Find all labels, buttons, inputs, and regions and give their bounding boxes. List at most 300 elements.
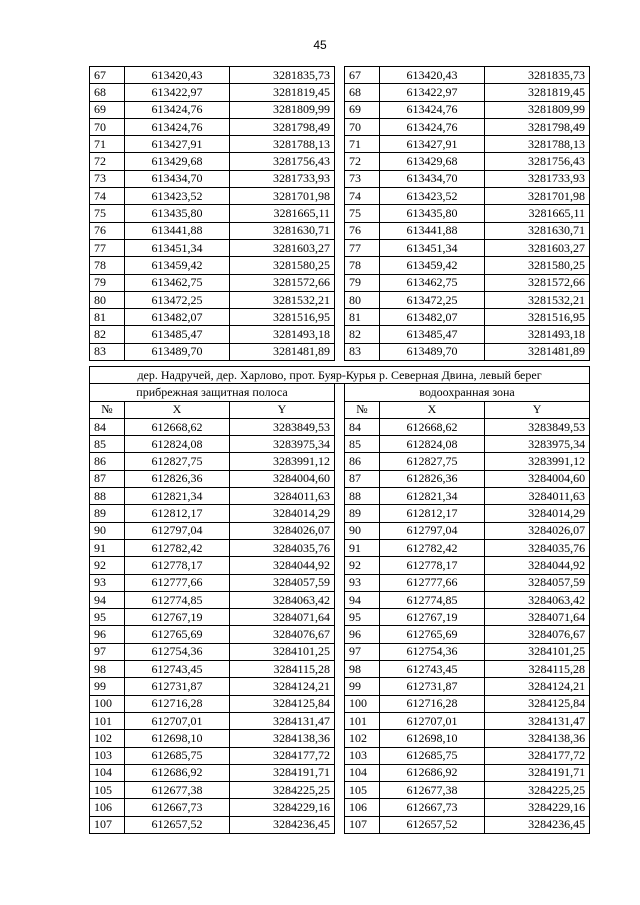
point-number: 69 (345, 101, 380, 118)
point-number: 72 (345, 153, 380, 170)
column-gap (335, 170, 345, 187)
point-number: 91 (90, 539, 125, 556)
point-number: 74 (345, 188, 380, 205)
y-coordinate: 3281532,21 (485, 291, 590, 308)
y-coordinate: 3284004,60 (230, 470, 335, 487)
x-coordinate: 613459,42 (380, 257, 485, 274)
y-coordinate: 3284026,07 (485, 522, 590, 539)
x-coordinate: 612716,28 (125, 695, 230, 712)
x-coordinate: 613427,91 (125, 136, 230, 153)
table-row (90, 170, 590, 187)
column-gap (335, 695, 345, 712)
column-gap (335, 626, 345, 643)
column-gap (335, 118, 345, 135)
table-row (90, 678, 590, 695)
point-number: 86 (345, 453, 380, 470)
x-coordinate: 612782,42 (380, 539, 485, 556)
y-coordinate: 3283975,34 (230, 436, 335, 453)
column-gap (335, 222, 345, 239)
y-coordinate: 3281572,66 (230, 274, 335, 291)
point-number: 106 (345, 799, 380, 816)
y-coordinate: 3284236,45 (230, 816, 335, 833)
column-gap (335, 384, 345, 401)
y-coordinate: 3281809,99 (485, 101, 590, 118)
x-coordinate: 612821,34 (125, 488, 230, 505)
y-coordinate: 3281630,71 (485, 222, 590, 239)
y-coordinate: 3281516,95 (485, 309, 590, 326)
x-coordinate: 612743,45 (125, 661, 230, 678)
point-number: 73 (345, 170, 380, 187)
point-number: 94 (345, 591, 380, 608)
y-coordinate: 3281798,49 (485, 118, 590, 135)
x-coordinate: 612743,45 (380, 661, 485, 678)
x-coordinate: 612707,01 (380, 712, 485, 729)
x-coordinate: 613482,07 (380, 309, 485, 326)
column-gap (335, 678, 345, 695)
x-coordinate: 612685,75 (380, 747, 485, 764)
y-coordinate: 3284125,84 (485, 695, 590, 712)
y-coordinate: 3284035,76 (230, 539, 335, 556)
point-number: 89 (345, 505, 380, 522)
point-number: 83 (345, 343, 380, 360)
y-coordinate: 3284004,60 (485, 470, 590, 487)
point-number: 95 (90, 609, 125, 626)
point-number: 70 (345, 118, 380, 135)
point-number: 77 (90, 239, 125, 256)
y-coordinate: 3284124,21 (485, 678, 590, 695)
point-number: 102 (90, 730, 125, 747)
column-gap (335, 239, 345, 256)
x-coordinate: 613434,70 (380, 170, 485, 187)
table-row (90, 418, 590, 435)
y-coordinate: 3281733,93 (485, 170, 590, 187)
table-row (90, 436, 590, 453)
table-row (90, 101, 590, 118)
coordinates-table-bottom (89, 366, 590, 834)
y-coordinate: 3281665,11 (485, 205, 590, 222)
y-coordinate: 3281665,11 (230, 205, 335, 222)
table-row (90, 188, 590, 205)
x-coordinate: 612777,66 (125, 574, 230, 591)
x-coordinate: 612685,75 (125, 747, 230, 764)
column-gap (335, 488, 345, 505)
point-number: 71 (345, 136, 380, 153)
table-row (90, 557, 590, 574)
point-number: 96 (345, 626, 380, 643)
point-number: 101 (345, 712, 380, 729)
x-coordinate: 613423,52 (380, 188, 485, 205)
table-row (90, 782, 590, 799)
table-row (90, 118, 590, 135)
y-coordinate: 3284177,72 (230, 747, 335, 764)
table-row (90, 291, 590, 308)
table-row (90, 222, 590, 239)
point-number: 82 (345, 326, 380, 343)
table-row (90, 643, 590, 660)
point-number: 81 (90, 309, 125, 326)
x-coordinate: 612824,08 (380, 436, 485, 453)
x-coordinate: 612707,01 (125, 712, 230, 729)
point-number: 98 (345, 661, 380, 678)
point-number: 96 (90, 626, 125, 643)
x-coordinate: 613451,34 (125, 239, 230, 256)
point-number: 100 (345, 695, 380, 712)
column-gap (335, 326, 345, 343)
y-coordinate: 3284124,21 (230, 678, 335, 695)
x-coordinate: 613429,68 (125, 153, 230, 170)
x-coordinate: 612731,87 (380, 678, 485, 695)
header-y: Y (230, 401, 335, 418)
y-coordinate: 3281572,66 (485, 274, 590, 291)
column-gap (335, 470, 345, 487)
x-coordinate: 613441,88 (125, 222, 230, 239)
point-number: 92 (345, 557, 380, 574)
y-coordinate: 3284014,29 (230, 505, 335, 522)
x-coordinate: 612668,62 (125, 418, 230, 435)
point-number: 76 (345, 222, 380, 239)
x-coordinate: 612667,73 (380, 799, 485, 816)
point-number: 79 (90, 274, 125, 291)
column-gap (335, 309, 345, 326)
x-coordinate: 612827,75 (125, 453, 230, 470)
table-row (90, 239, 590, 256)
y-coordinate: 3284063,42 (230, 591, 335, 608)
point-number: 89 (90, 505, 125, 522)
point-number: 80 (345, 291, 380, 308)
x-coordinate: 613451,34 (380, 239, 485, 256)
x-coordinate: 612774,85 (380, 591, 485, 608)
table-row (90, 799, 590, 816)
point-number: 78 (90, 257, 125, 274)
x-coordinate: 613422,97 (380, 84, 485, 101)
column-gap (335, 799, 345, 816)
y-coordinate: 3281701,98 (485, 188, 590, 205)
column-gap (335, 257, 345, 274)
point-number: 75 (345, 205, 380, 222)
y-coordinate: 3284115,28 (485, 661, 590, 678)
x-coordinate: 613462,75 (380, 274, 485, 291)
y-coordinate: 3283849,53 (485, 418, 590, 435)
column-gap (335, 84, 345, 101)
x-coordinate: 612812,17 (125, 505, 230, 522)
x-coordinate: 612668,62 (380, 418, 485, 435)
point-number: 97 (90, 643, 125, 660)
table-row (90, 730, 590, 747)
column-gap (335, 782, 345, 799)
table-row (90, 274, 590, 291)
y-coordinate: 3284138,36 (485, 730, 590, 747)
page-number: 45 (313, 38, 327, 52)
table-row (90, 136, 590, 153)
table-row (90, 661, 590, 678)
table-row (90, 326, 590, 343)
y-coordinate: 3281630,71 (230, 222, 335, 239)
x-coordinate: 613429,68 (380, 153, 485, 170)
point-number: 68 (90, 84, 125, 101)
x-coordinate: 613489,70 (125, 343, 230, 360)
column-gap (335, 67, 345, 84)
point-number: 69 (90, 101, 125, 118)
y-coordinate: 3284057,59 (230, 574, 335, 591)
point-number: 99 (345, 678, 380, 695)
x-coordinate: 613423,52 (125, 188, 230, 205)
right-subtitle: водоохранная зона (345, 384, 590, 401)
table-row (90, 343, 590, 360)
column-gap (335, 153, 345, 170)
y-coordinate: 3281481,89 (485, 343, 590, 360)
x-coordinate: 612698,10 (125, 730, 230, 747)
y-coordinate: 3281481,89 (230, 343, 335, 360)
x-coordinate: 612767,19 (125, 609, 230, 626)
column-gap (335, 101, 345, 118)
y-coordinate: 3281603,27 (485, 239, 590, 256)
table-row (90, 470, 590, 487)
point-number: 103 (345, 747, 380, 764)
table-row (90, 84, 590, 101)
x-coordinate: 612686,92 (125, 764, 230, 781)
column-gap (335, 609, 345, 626)
x-coordinate: 613489,70 (380, 343, 485, 360)
point-number: 104 (90, 764, 125, 781)
x-coordinate: 613422,97 (125, 84, 230, 101)
point-number: 84 (345, 418, 380, 435)
x-coordinate: 612686,92 (380, 764, 485, 781)
x-coordinate: 612716,28 (380, 695, 485, 712)
table-row (90, 153, 590, 170)
point-number: 104 (345, 764, 380, 781)
y-coordinate: 3284101,25 (485, 643, 590, 660)
x-coordinate: 613434,70 (125, 170, 230, 187)
y-coordinate: 3284229,16 (485, 799, 590, 816)
y-coordinate: 3281516,95 (230, 309, 335, 326)
x-coordinate: 612778,17 (125, 557, 230, 574)
column-gap (335, 418, 345, 435)
x-coordinate: 613485,47 (125, 326, 230, 343)
table-row (90, 309, 590, 326)
x-coordinate: 613424,76 (125, 118, 230, 135)
coordinates-table-top (89, 66, 590, 361)
table-row (90, 816, 590, 833)
point-number: 100 (90, 695, 125, 712)
x-coordinate: 612827,75 (380, 453, 485, 470)
y-coordinate: 3281835,73 (230, 67, 335, 84)
y-coordinate: 3284229,16 (230, 799, 335, 816)
section-title-row (90, 367, 590, 384)
x-coordinate: 612657,52 (380, 816, 485, 833)
table-row (90, 626, 590, 643)
y-coordinate: 3284014,29 (485, 505, 590, 522)
x-coordinate: 613424,76 (380, 101, 485, 118)
x-coordinate: 612777,66 (380, 574, 485, 591)
x-coordinate: 613427,91 (380, 136, 485, 153)
point-number: 81 (345, 309, 380, 326)
x-coordinate: 613459,42 (125, 257, 230, 274)
table-row (90, 67, 590, 84)
column-gap (335, 291, 345, 308)
point-number: 78 (345, 257, 380, 274)
header-number: № (90, 401, 125, 418)
y-coordinate: 3281835,73 (485, 67, 590, 84)
column-gap (335, 539, 345, 556)
table-row (90, 747, 590, 764)
x-coordinate: 613462,75 (125, 274, 230, 291)
point-number: 72 (90, 153, 125, 170)
y-coordinate: 3281788,13 (485, 136, 590, 153)
y-coordinate: 3284125,84 (230, 695, 335, 712)
point-number: 101 (90, 712, 125, 729)
table-row (90, 712, 590, 729)
y-coordinate: 3281603,27 (230, 239, 335, 256)
y-coordinate: 3281819,45 (230, 84, 335, 101)
y-coordinate: 3284191,71 (485, 764, 590, 781)
point-number: 107 (90, 816, 125, 833)
table-row (90, 591, 590, 608)
x-coordinate: 612812,17 (380, 505, 485, 522)
y-coordinate: 3281493,18 (485, 326, 590, 343)
x-coordinate: 613424,76 (125, 101, 230, 118)
y-coordinate: 3284011,63 (230, 488, 335, 505)
y-coordinate: 3284071,64 (230, 609, 335, 626)
x-coordinate: 612677,38 (380, 782, 485, 799)
x-coordinate: 613472,25 (125, 291, 230, 308)
column-gap (335, 205, 345, 222)
x-coordinate: 612782,42 (125, 539, 230, 556)
point-number: 79 (345, 274, 380, 291)
point-number: 107 (345, 816, 380, 833)
x-coordinate: 613485,47 (380, 326, 485, 343)
section-title: дер. Надручей, дер. Харлово, прот. Буяр-Курья р. Северная Двина, левый берег (90, 367, 590, 384)
x-coordinate: 613482,07 (125, 309, 230, 326)
x-coordinate: 612797,04 (125, 522, 230, 539)
y-coordinate: 3284131,47 (230, 712, 335, 729)
point-number: 105 (90, 782, 125, 799)
x-coordinate: 613472,25 (380, 291, 485, 308)
table-row (90, 539, 590, 556)
column-gap (335, 712, 345, 729)
point-number: 68 (345, 84, 380, 101)
point-number: 87 (90, 470, 125, 487)
point-number: 99 (90, 678, 125, 695)
point-number: 97 (345, 643, 380, 660)
y-coordinate: 3284026,07 (230, 522, 335, 539)
y-coordinate: 3283849,53 (230, 418, 335, 435)
x-coordinate: 612821,34 (380, 488, 485, 505)
x-coordinate: 612657,52 (125, 816, 230, 833)
point-number: 91 (345, 539, 380, 556)
table-row (90, 609, 590, 626)
column-gap (335, 816, 345, 833)
x-coordinate: 612698,10 (380, 730, 485, 747)
y-coordinate: 3281493,18 (230, 326, 335, 343)
x-coordinate: 613435,80 (125, 205, 230, 222)
point-number: 98 (90, 661, 125, 678)
x-coordinate: 612765,69 (380, 626, 485, 643)
column-gap (335, 574, 345, 591)
y-coordinate: 3284225,25 (230, 782, 335, 799)
x-coordinate: 613420,43 (125, 67, 230, 84)
column-gap (335, 274, 345, 291)
table-row (90, 505, 590, 522)
header-number: № (345, 401, 380, 418)
column-gap (335, 188, 345, 205)
point-number: 92 (90, 557, 125, 574)
y-coordinate: 3284071,64 (485, 609, 590, 626)
x-coordinate: 612824,08 (125, 436, 230, 453)
point-number: 82 (90, 326, 125, 343)
point-number: 71 (90, 136, 125, 153)
point-number: 88 (345, 488, 380, 505)
y-coordinate: 3284177,72 (485, 747, 590, 764)
header-x: X (125, 401, 230, 418)
table-row (90, 522, 590, 539)
y-coordinate: 3281819,45 (485, 84, 590, 101)
x-coordinate: 612774,85 (125, 591, 230, 608)
point-number: 86 (90, 453, 125, 470)
point-number: 73 (90, 170, 125, 187)
subtitle-row (90, 384, 590, 401)
y-coordinate: 3284044,92 (485, 557, 590, 574)
y-coordinate: 3284138,36 (230, 730, 335, 747)
point-number: 105 (345, 782, 380, 799)
x-coordinate: 612778,17 (380, 557, 485, 574)
left-subtitle: прибрежная защитная полоса (90, 384, 335, 401)
y-coordinate: 3284115,28 (230, 661, 335, 678)
point-number: 88 (90, 488, 125, 505)
y-coordinate: 3284225,25 (485, 782, 590, 799)
y-coordinate: 3284101,25 (230, 643, 335, 660)
point-number: 74 (90, 188, 125, 205)
x-coordinate: 612826,36 (380, 470, 485, 487)
column-gap (335, 453, 345, 470)
y-coordinate: 3281809,99 (230, 101, 335, 118)
point-number: 102 (345, 730, 380, 747)
y-coordinate: 3281580,25 (485, 257, 590, 274)
table-row (90, 453, 590, 470)
x-coordinate: 613420,43 (380, 67, 485, 84)
y-coordinate: 3284191,71 (230, 764, 335, 781)
y-coordinate: 3281756,43 (230, 153, 335, 170)
point-number: 85 (345, 436, 380, 453)
point-number: 67 (345, 67, 380, 84)
point-number: 90 (90, 522, 125, 539)
column-gap (335, 557, 345, 574)
column-gap (335, 730, 345, 747)
y-coordinate: 3281532,21 (230, 291, 335, 308)
point-number: 90 (345, 522, 380, 539)
y-coordinate: 3284035,76 (485, 539, 590, 556)
column-gap (335, 764, 345, 781)
point-number: 83 (90, 343, 125, 360)
x-coordinate: 612765,69 (125, 626, 230, 643)
point-number: 80 (90, 291, 125, 308)
y-coordinate: 3281580,25 (230, 257, 335, 274)
column-gap (335, 643, 345, 660)
column-gap (335, 436, 345, 453)
y-coordinate: 3281701,98 (230, 188, 335, 205)
y-coordinate: 3283991,12 (230, 453, 335, 470)
y-coordinate: 3284076,67 (230, 626, 335, 643)
y-coordinate: 3281788,13 (230, 136, 335, 153)
x-coordinate: 612667,73 (125, 799, 230, 816)
column-gap (335, 343, 345, 360)
y-coordinate: 3284131,47 (485, 712, 590, 729)
y-coordinate: 3281798,49 (230, 118, 335, 135)
y-coordinate: 3284011,63 (485, 488, 590, 505)
point-number: 70 (90, 118, 125, 135)
x-coordinate: 612826,36 (125, 470, 230, 487)
column-gap (335, 401, 345, 418)
x-coordinate: 612754,36 (125, 643, 230, 660)
